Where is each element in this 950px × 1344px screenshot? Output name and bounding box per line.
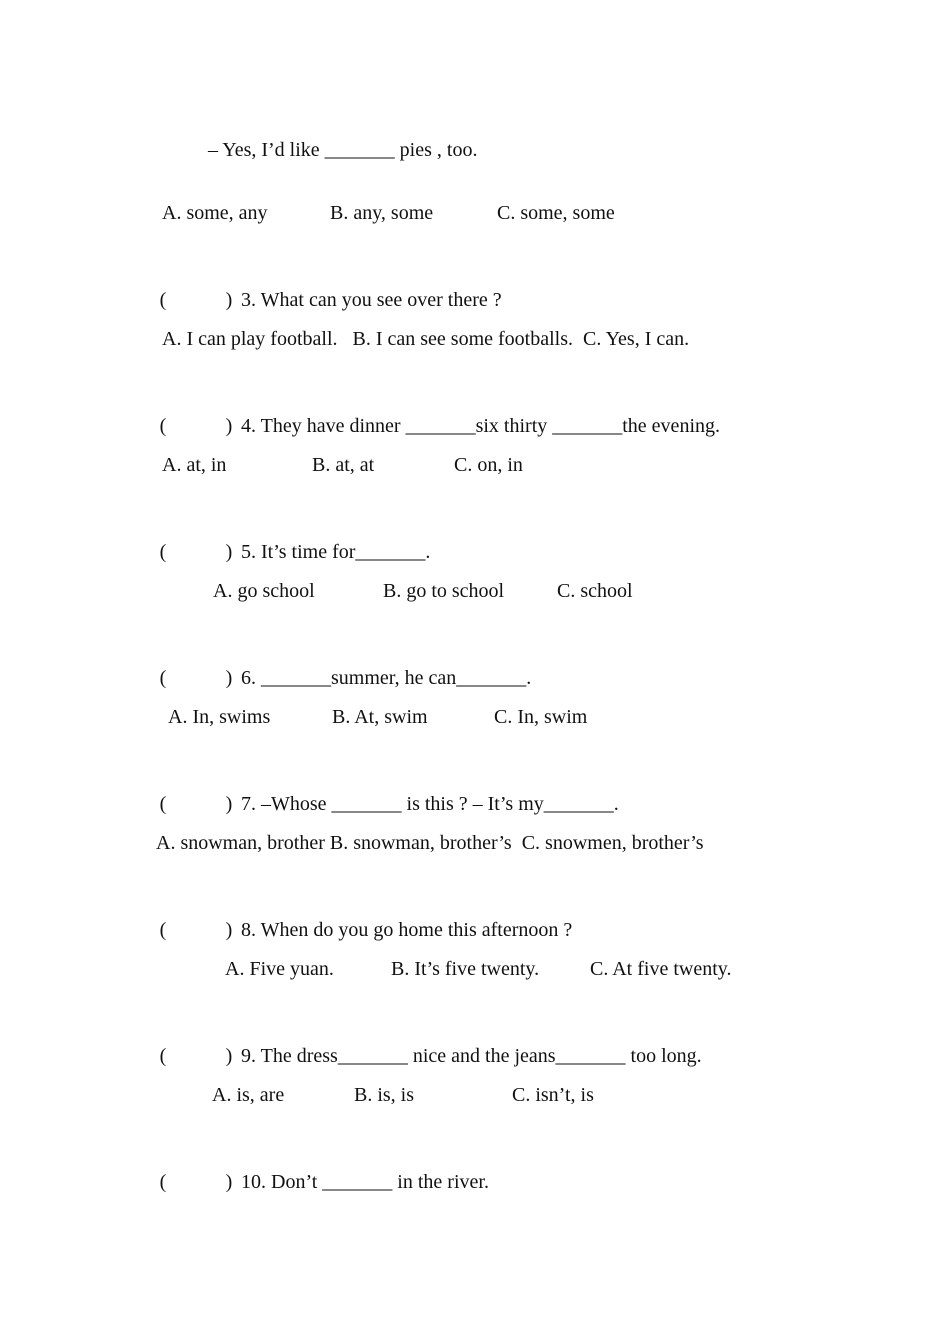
answer-bracket-open: ( <box>159 1171 167 1193</box>
answer-bracket-close: ) <box>225 793 233 815</box>
question-2-option-b: B. any, some <box>330 202 434 224</box>
question-7-options: A. snowman, brother B. snowman, brother’s C. snowmen, brother’s <box>156 832 704 854</box>
answer-bracket-open: ( <box>159 415 167 437</box>
answer-bracket-open: ( <box>159 667 167 689</box>
question-2-option-c: C. some, some <box>497 202 615 224</box>
question-4-option-b: B. at, at <box>312 454 375 476</box>
question-9-option-c: C. isn’t, is <box>512 1084 594 1106</box>
question-3-text: 3. What can you see over there ? <box>241 289 502 311</box>
question-5-row <box>146 516 430 564</box>
question-10-row <box>146 1146 489 1194</box>
answer-bracket-open: ( <box>159 1045 167 1067</box>
answer-bracket-open: ( <box>159 541 167 563</box>
question-4-row <box>146 390 720 438</box>
question-8-option-b: B. It’s five twenty. <box>391 958 540 980</box>
question-2-answer-line: – Yes, I’d like _______ pies , too. <box>208 139 478 161</box>
question-10-text: 10. Don’t _______ in the river. <box>241 1171 489 1193</box>
answer-bracket-close: ) <box>225 667 233 689</box>
answer-bracket-close: ) <box>225 1171 233 1193</box>
question-8-option-a: A. Five yuan. <box>225 958 334 980</box>
answer-bracket-close: ) <box>225 289 233 311</box>
question-6-text: 6. _______summer, he can_______. <box>241 667 532 689</box>
question-9-text: 9. The dress_______ nice and the jeans_______ too long. <box>241 1045 702 1067</box>
question-7-row <box>146 768 619 816</box>
question-8-option-c: C. At five twenty. <box>590 958 732 980</box>
question-4-text: 4. They have dinner _______six thirty _______the evening. <box>241 415 720 437</box>
question-8-text: 8. When do you go home this afternoon ? <box>241 919 573 941</box>
question-5-option-a: A. go school <box>213 580 315 602</box>
question-7-text: 7. –Whose _______ is this ? – It’s my_______. <box>241 793 619 815</box>
question-6-option-c: C. In, swim <box>494 706 588 728</box>
answer-bracket-open: ( <box>159 289 167 311</box>
question-9-row <box>146 1020 702 1068</box>
question-5-option-c: C. school <box>557 580 633 602</box>
answer-bracket-open: ( <box>159 793 167 815</box>
answer-bracket-close: ) <box>225 541 233 563</box>
answer-bracket-close: ) <box>225 919 233 941</box>
question-3-row <box>146 264 502 312</box>
question-6-option-b: B. At, swim <box>332 706 428 728</box>
question-8-row <box>146 894 572 942</box>
question-3-options: A. I can play football. B. I can see some footballs. C. Yes, I can. <box>162 328 690 350</box>
answer-bracket-open: ( <box>159 919 167 941</box>
question-6-option-a: A. In, swims <box>168 706 271 728</box>
question-5-option-b: B. go to school <box>383 580 505 602</box>
question-6-row <box>146 642 531 690</box>
question-4-option-a: A. at, in <box>162 454 227 476</box>
question-4-option-c: C. on, in <box>454 454 523 476</box>
question-9-option-b: B. is, is <box>354 1084 415 1106</box>
answer-bracket-close: ) <box>225 415 233 437</box>
question-2-option-a: A. some, any <box>162 202 268 224</box>
answer-bracket-close: ) <box>225 1045 233 1067</box>
question-5-text: 5. It’s time for_______. <box>241 541 431 563</box>
question-9-option-a: A. is, are <box>212 1084 285 1106</box>
